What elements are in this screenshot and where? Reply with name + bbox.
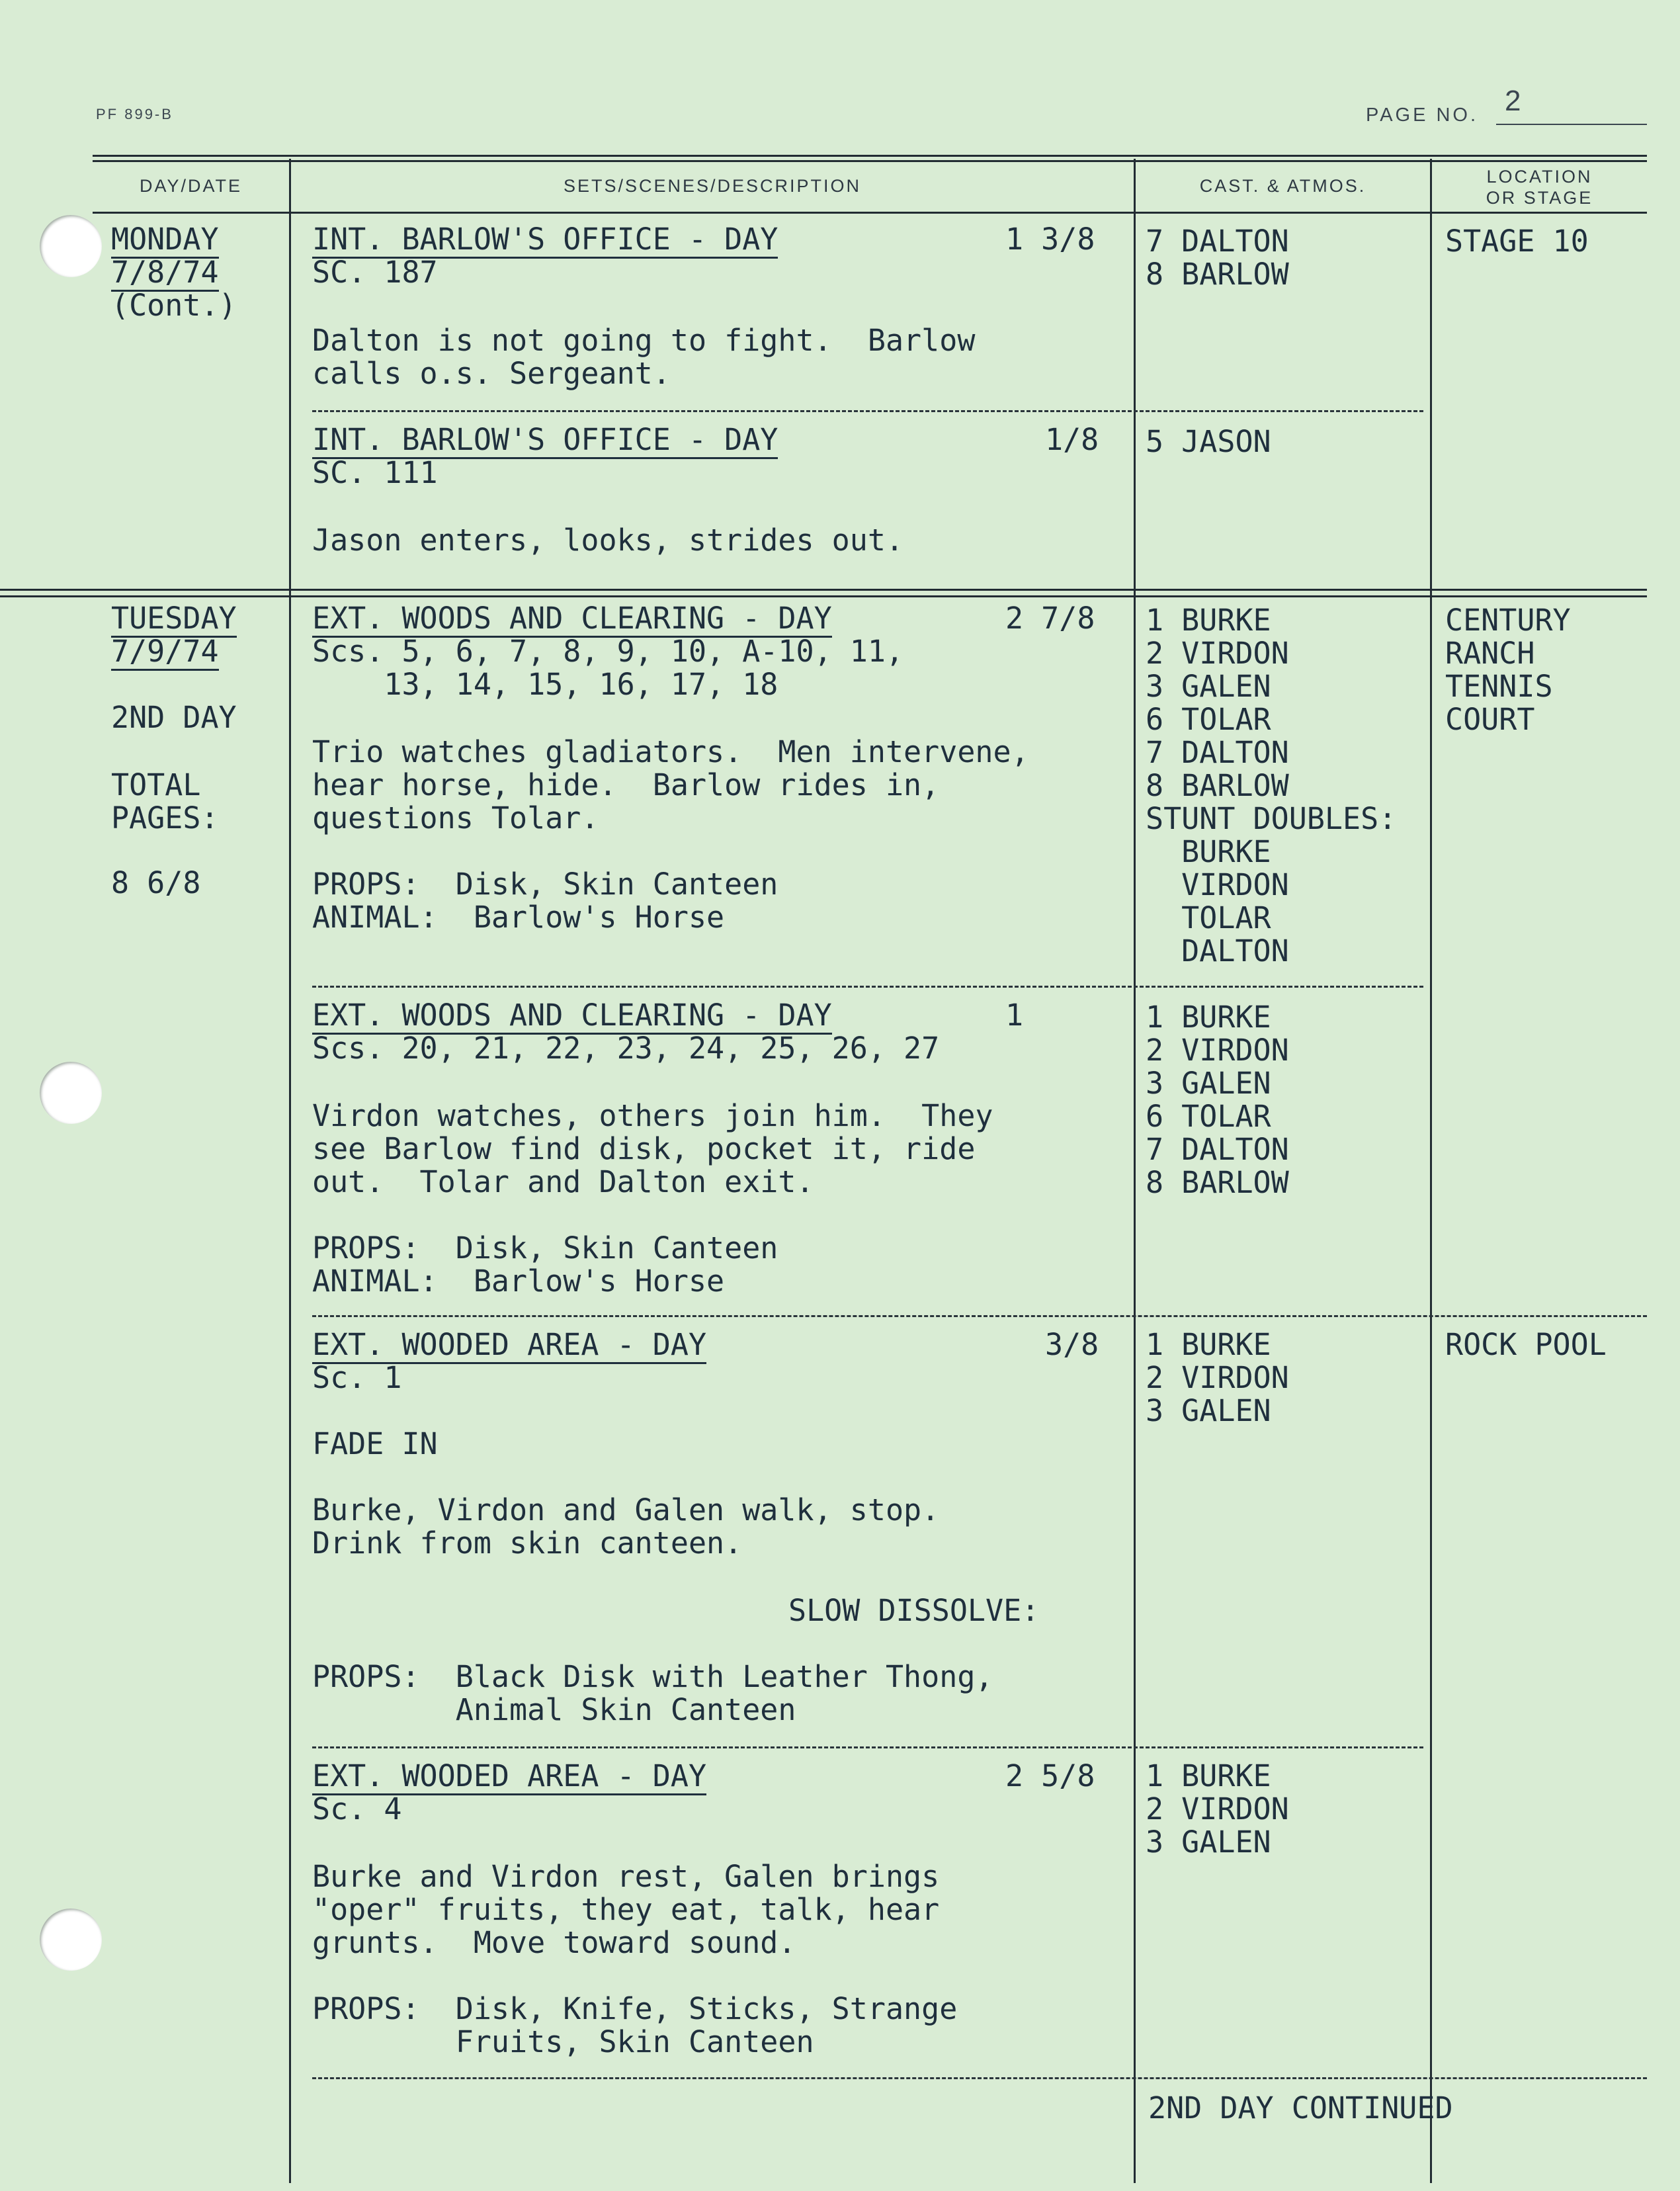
day1-day: MONDAY [111,223,219,256]
location-separator [312,1315,1647,1317]
cast-entry: 6 TOLAR [1146,702,1271,737]
scene-heading: EXT. WOODED AREA - DAY [312,1760,706,1793]
scene-description: out. Tolar and Dalton exit. [312,1164,814,1199]
day2-total-label: TOTAL [111,767,201,802]
cast-entry: 8 BARLOW [1146,1165,1289,1200]
cast-entry: 3 GALEN [1146,1825,1271,1860]
cast-entry: STUNT DOUBLES: [1146,801,1397,836]
scene-props: Animal Skin Canteen [312,1692,796,1727]
cast-entry: 3 GALEN [1146,1393,1271,1428]
scene-separator [312,986,1423,988]
scene-pages: 3/8 [1045,1327,1099,1362]
cast-entry: 1 BURKE [1146,603,1271,638]
page-number-underline [1496,124,1647,125]
day2-date: 7/9/74 [111,635,219,668]
day1-note: (Cont.) [111,288,237,323]
cast-entry: 3 GALEN [1146,1066,1271,1101]
header-sets: SETS/SCENES/DESCRIPTION [563,176,862,196]
scene-props: PROPS: Black Disk with Leather Thong, [312,1659,993,1694]
day2-location: TENNIS [1445,669,1553,704]
day2-location-rock-pool: ROCK POOL [1445,1327,1607,1362]
form-number: PF 899-B [96,106,173,122]
day-continued: 2ND DAY CONTINUED [1148,2090,1453,2126]
cast-entry: 1 BURKE [1146,1000,1271,1035]
cast-entry: 1 BURKE [1146,1758,1271,1793]
scene-pages: 2 5/8 [1005,1758,1095,1793]
cast-entry: 8 BARLOW [1146,257,1289,292]
scene-pages: 1/8 [1045,422,1099,457]
binder-hole-bottom [40,1909,102,1971]
header-location-2: OR STAGE [1486,188,1593,208]
scene-fade: FADE IN [312,1426,438,1461]
cast-entry: BURKE [1146,834,1271,869]
cast-entry: 2 VIRDON [1146,1791,1289,1826]
scene-description: Trio watches gladiators. Men intervene, [312,734,1029,769]
cast-entry: 8 BARLOW [1146,768,1289,803]
day-separator-rule-2 [0,595,1647,597]
scene-description: "oper" fruits, they eat, talk, hear [312,1892,940,1927]
scene-description: Burke, Virdon and Galen walk, stop. [312,1492,940,1527]
scene-number: Scs. 5, 6, 7, 8, 9, 10, A-10, 11, [312,634,904,669]
header-bottom-rule [93,212,1647,214]
cast-entry: 2 VIRDON [1146,636,1289,671]
cast-entry: 2 VIRDON [1146,1360,1289,1395]
day-separator-rule [0,589,1647,591]
scene-props: PROPS: Disk, Skin Canteen [312,1230,778,1266]
scene-heading: EXT. WOODS AND CLEARING - DAY [312,602,832,635]
scene-pages: 1 [1005,998,1024,1033]
scene-separator [312,1746,1423,1748]
cast-entry: 1 BURKE [1146,1327,1271,1362]
page-number: 2 [1505,85,1521,117]
scene-props: PROPS: Disk, Knife, Sticks, Strange [312,1991,958,2026]
cast-entry: 2 VIRDON [1146,1033,1289,1068]
column-divider-1 [289,159,291,2183]
day2-location: CENTURY [1445,603,1571,638]
day1-date: 7/8/74 [111,256,219,289]
day2-total-pages: 8 6/8 [111,865,201,900]
scene-description: Burke and Virdon rest, Galen brings [312,1859,940,1894]
header-cast: CAST. & ATMOS. [1199,176,1366,196]
scene-description: Virdon watches, others join him. They [312,1098,993,1133]
scene-number: SC. 187 [312,255,438,290]
scene-description: grunts. Move toward sound. [312,1925,796,1960]
scene-number: Scs. 20, 21, 22, 23, 24, 25, 26, 27 [312,1031,940,1066]
scene-number: Sc. 4 [312,1791,402,1826]
scene-description: questions Tolar. [312,800,599,836]
scene-heading: EXT. WOODS AND CLEARING - DAY [312,999,832,1032]
scene-props: ANIMAL: Barlow's Horse [312,1264,725,1299]
day2-location: COURT [1445,702,1535,737]
scene-pages: 2 7/8 [1005,601,1095,636]
scene-description: hear horse, hide. Barlow rides in, [312,767,940,802]
scene-description: calls o.s. Sergeant. [312,356,671,391]
header-location-1: LOCATION [1486,167,1593,187]
column-divider-3 [1430,159,1432,2183]
scene-heading: INT. BARLOW'S OFFICE - DAY [312,223,778,256]
cast-entry: DALTON [1146,933,1289,968]
continued-separator [312,2077,1647,2079]
header-day-date: DAY/DATE [139,176,243,196]
cast-entry: 5 JASON [1146,424,1271,459]
day2-total-label: PAGES: [111,800,219,836]
cast-entry: 7 DALTON [1146,224,1289,259]
scene-number: 13, 14, 15, 16, 17, 18 [312,667,778,702]
cast-entry: 7 DALTON [1146,1132,1289,1167]
scene-transition: SLOW DISSOLVE: [788,1593,1040,1628]
scene-description: Dalton is not going to fight. Barlow [312,323,976,358]
cast-entry: 3 GALEN [1146,669,1271,704]
cast-entry: 7 DALTON [1146,735,1289,770]
scene-number: SC. 111 [312,455,438,490]
scene-props: ANIMAL: Barlow's Horse [312,900,725,935]
scene-number: Sc. 1 [312,1360,402,1395]
column-divider-2 [1134,159,1136,2183]
binder-hole-middle [40,1062,102,1124]
scene-pages: 1 3/8 [1005,222,1095,257]
day2-day: TUESDAY [111,602,237,635]
scene-heading: INT. BARLOW'S OFFICE - DAY [312,423,778,456]
day1-location: STAGE 10 [1445,224,1589,259]
cast-entry: VIRDON [1146,867,1289,902]
table-top-rule-2 [93,160,1647,162]
cast-entry: 6 TOLAR [1146,1099,1271,1134]
scene-separator [312,410,1423,412]
table-top-rule [93,155,1647,157]
scene-heading: EXT. WOODED AREA - DAY [312,1328,706,1361]
page-label: PAGE NO. [1366,105,1479,126]
scene-description: see Barlow find disk, pocket it, ride [312,1131,976,1166]
scene-description: Jason enters, looks, strides out. [312,523,904,558]
binder-hole-top [40,215,102,277]
day2-location: RANCH [1445,636,1535,671]
day2-day-number: 2ND DAY [111,700,237,735]
scene-props: Fruits, Skin Canteen [312,2024,814,2059]
cast-entry: TOLAR [1146,900,1271,935]
scene-description: Drink from skin canteen. [312,1525,743,1561]
scene-props: PROPS: Disk, Skin Canteen [312,867,778,902]
